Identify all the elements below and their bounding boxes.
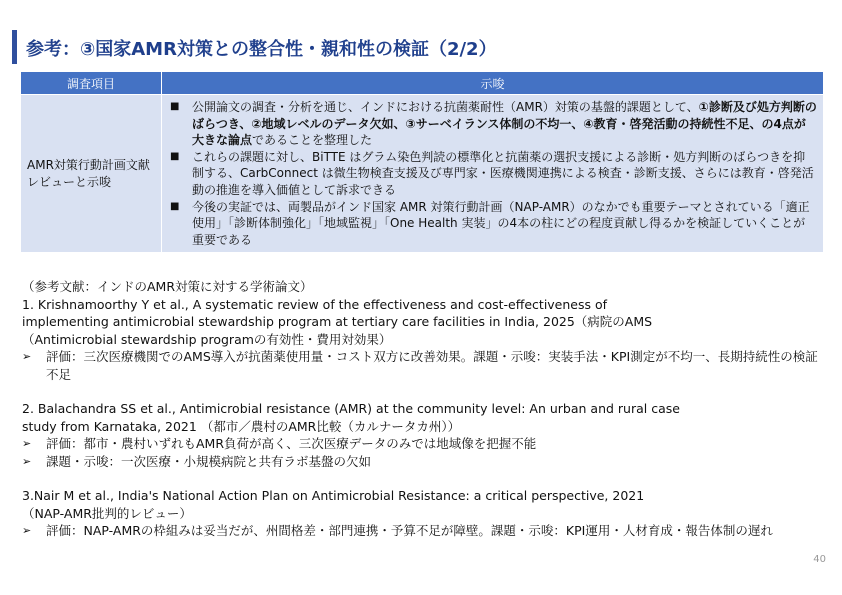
bullet-bold-text: ①診断及び処方判断のばらつき、②地域レベルのデータ欠如、③サーベイランス体制の不均一、④教育・啓発活動の持続性不足、の4点が大きな論点 xyxy=(192,100,817,148)
bullet-text: これらの課題に対し、BiTTE はグラム染色判読の標準化と抗菌薬の選択支援による診断・処方判断のばらつきを抑制する、CarbConnect は微生物検査支援及び専門家・医療機関連携による検査・診断支援、さらには教育・啓発活動の推進を導入価値として訴求できる xyxy=(192,149,814,197)
arrowhead-bullet-icon: ➢ xyxy=(22,437,32,450)
references-header: （参考文献：インドのAMR対策に対する学術論文） xyxy=(22,279,313,294)
header-implication: 示唆 xyxy=(162,72,824,95)
reference-3-line: 3.Nair M et al., India's National Action Plan on Antimicrobial Resistance: a critical perspective, 2021 xyxy=(22,488,645,503)
title-accent-bar xyxy=(12,30,17,64)
bullet-item xyxy=(170,99,817,149)
bullet-text: 公開論文の調査・分析を通じ、インドにおける抗菌薬耐性（AMR）対策の基盤的課題として、 xyxy=(192,100,699,114)
evaluation-text: 評価：NAP-AMRの枠組みは妥当だが、州間格差・部門連携・予算不足が障壁。課題・示唆：KPI運用・人材育成・報告体制の遅れ xyxy=(46,523,773,538)
row-label: AMR対策行動計画文献レビューと示唆 xyxy=(21,95,162,253)
square-bullet-icon: ■ xyxy=(170,200,180,212)
header-survey-item: 調査項目 xyxy=(21,72,162,95)
square-bullet-icon: ■ xyxy=(170,150,180,162)
reference-2-evaluation xyxy=(22,435,822,453)
table-header-row xyxy=(21,72,824,95)
references-section xyxy=(22,278,822,540)
bullet-item xyxy=(170,149,817,199)
page-number: 40 xyxy=(813,554,826,565)
reference-2-line: 2. Balachandra SS et al., Antimicrobial resistance (AMR) at the community level: An urban and rural case xyxy=(22,401,680,416)
bullet-text: 今後の実証では、両製品がインド国家 AMR 対策行動計画（NAP-AMR）のなかでも重要テーマとされている「適正使用」「診断体制強化」「地域監視」「One Health 実装」の4本の柱にどの程度貢献し得るかを検証していくことが重要である xyxy=(192,199,810,247)
reference-2-issues xyxy=(22,453,822,471)
table-row xyxy=(21,95,824,253)
reference-1-line: （Antimicrobial stewardship programの有効性・費用対効果） xyxy=(22,331,392,347)
reference-2-line: study from Karnataka, 2021 （都市／農村のAMR比較（カルナータカ州）） xyxy=(22,418,461,434)
bullet-text-tail: であることを整理した xyxy=(252,133,373,148)
page-title: 参考：③国家AMR対策との整合性・親和性の検証（2/2） xyxy=(26,39,497,60)
evaluation-text: 評価：三次医療機関でのAMS導入が抗菌薬使用量・コスト双方に改善効果。課題・示唆：実装手法・KPI測定が不均一、長期持続性の検証不足 xyxy=(46,349,818,382)
issues-text: 課題・示唆：一次医療・小規模病院と共有ラボ基盤の欠如 xyxy=(46,453,372,469)
reference-1-evaluation xyxy=(22,348,822,383)
reference-3-evaluation xyxy=(22,522,822,540)
implication-cell xyxy=(162,95,824,253)
arrowhead-bullet-icon: ➢ xyxy=(22,350,32,363)
reference-1-line: implementing antimicrobial stewardship program at tertiary care facilities in India, 2025（病院のAMS xyxy=(22,314,653,329)
reference-3-line: （NAP-AMR批判的レビュー） xyxy=(22,505,192,521)
square-bullet-icon: ■ xyxy=(170,101,180,112)
summary-table xyxy=(20,71,824,253)
arrowhead-bullet-icon: ➢ xyxy=(22,524,32,537)
arrowhead-bullet-icon: ➢ xyxy=(22,454,32,468)
evaluation-text: 評価：都市・農村いずれもAMR負荷が高く、三次医療データのみでは地域像を把握不能 xyxy=(46,436,537,451)
reference-1-line: 1. Krishnamoorthy Y et al., A systematic review of the effectiveness and cost-effectiveness of xyxy=(22,296,608,312)
bullet-item xyxy=(170,199,817,249)
